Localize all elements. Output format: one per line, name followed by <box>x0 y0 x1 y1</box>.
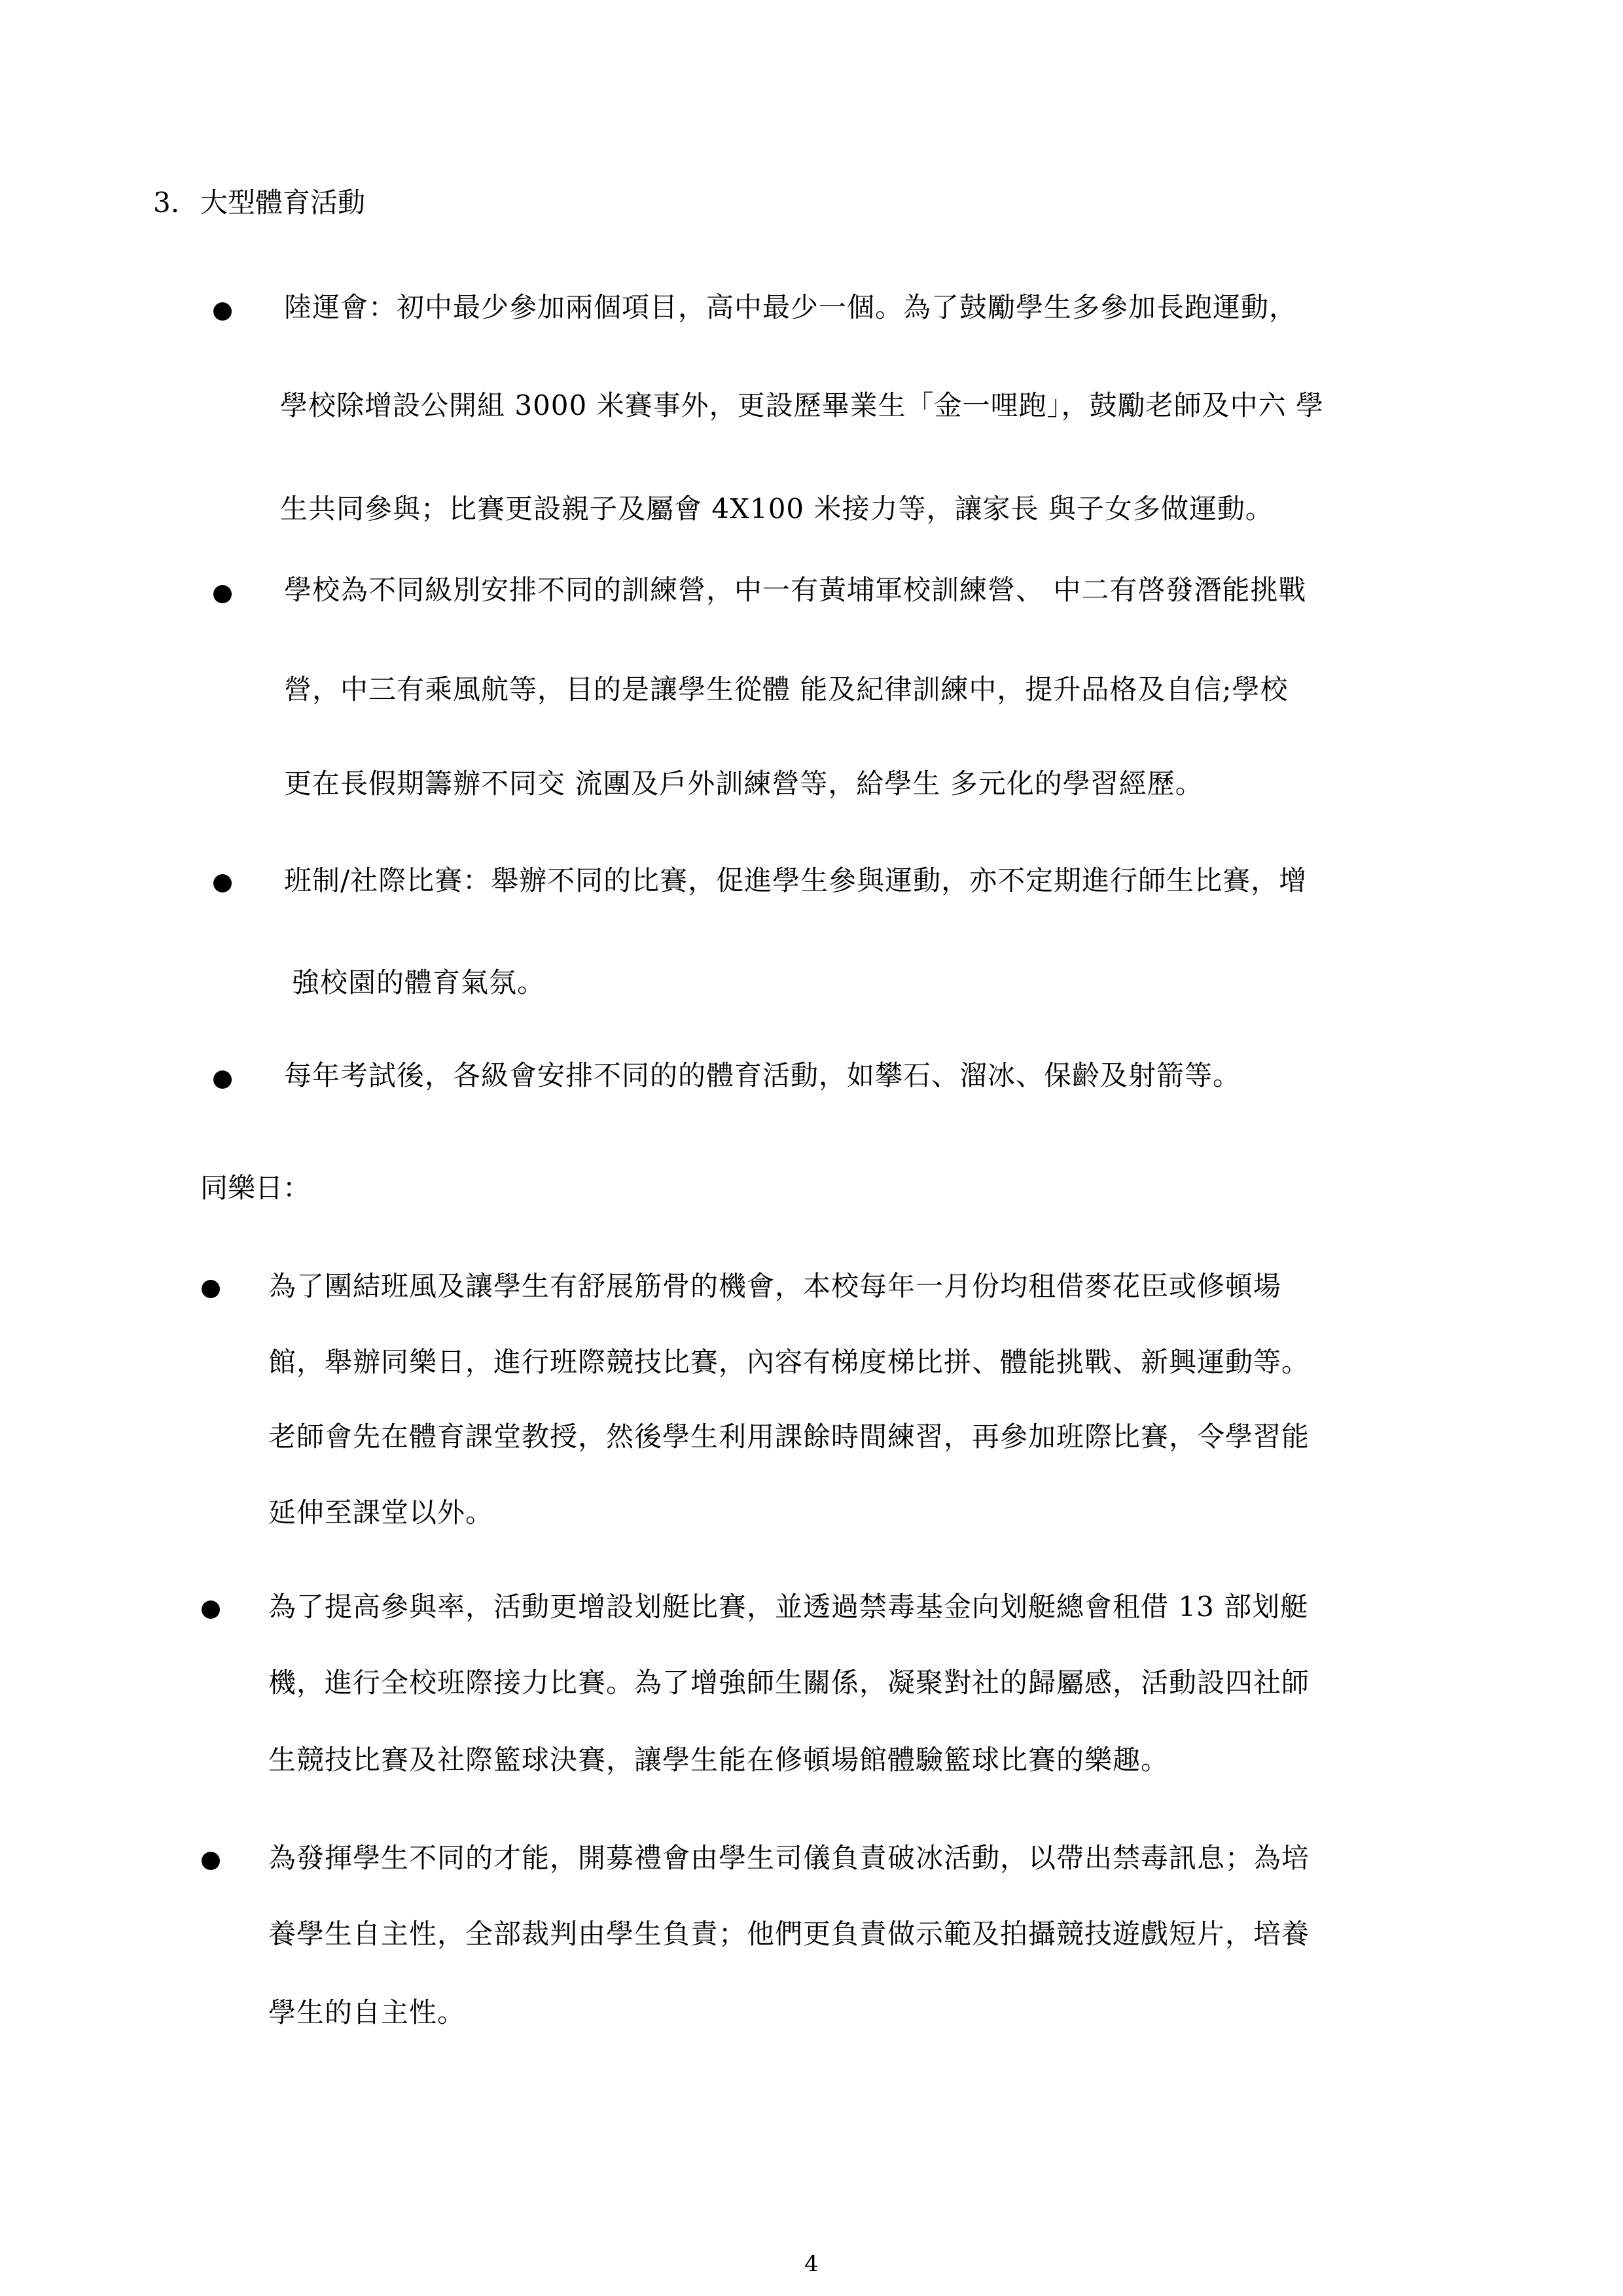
fun-day-heading: 同樂日： <box>200 1172 311 1204</box>
bullet-icon <box>213 302 232 321</box>
paragraph-line: 強校園的體育氣氛。 <box>292 966 546 998</box>
bullet-icon <box>202 1280 220 1298</box>
paragraph-line: 班制/社際比賽：舉辦不同的比賽，促進學生參與運動，亦不定期進行師生比賽，增 <box>284 864 1308 896</box>
paragraph-line: 生共同參與；比賽更設親子及屬會 4X100 米接力等，讓家長 與子女多做運動。 <box>280 493 1274 525</box>
paragraph-line: 營，中三有乘風航等，目的是讓學生從體 能及紀律訓練中，提升品格及自信;學校 <box>284 673 1289 705</box>
paragraph-line: 學校為不同級別安排不同的訓練營，中一有黃埔軍校訓練營、 中二有啓發潛能挑戰 <box>284 574 1307 606</box>
paragraph-line: 陸運會：初中最少參加兩個項目，高中最少一個。為了鼓勵學生多參加長跑運動， <box>284 291 1298 323</box>
paragraph-line: 養學生自主性，全部裁判由學生負責；他們更負責做示範及拍攝競技遊戲短片，培養 <box>268 1918 1310 1950</box>
page-number: 4 <box>804 2251 819 2277</box>
paragraph-line: 學生的自主性。 <box>268 1996 466 2028</box>
paragraph-line: 機，進行全校班際接力比賽。為了增強師生關係，凝聚對社的歸屬感，活動設四社師 <box>268 1667 1310 1699</box>
paragraph-line: 為了提高參與率，活動更增設划艇比賽，並透過禁毒基金向划艇總會租借 13 部划艇 <box>268 1591 1309 1623</box>
bullet-icon <box>213 874 232 892</box>
paragraph-line: 為了團結班風及讓學生有舒展筋骨的機會，本校每年一月份均租借麥花臣或修頓場 <box>268 1270 1282 1302</box>
bullet-icon <box>202 1600 220 1619</box>
section-number: 3. <box>153 186 180 219</box>
paragraph-line: 為發揮學生不同的才能，開募禮會由學生司儀負責破冰活動，以帶出禁毒訊息；為培 <box>268 1842 1310 1874</box>
paragraph-line: 更在長假期籌辦不同交 流團及戶外訓練營等，給學生 多元化的學習經歷。 <box>284 768 1204 800</box>
paragraph-line: 延伸至課堂以外。 <box>268 1496 494 1528</box>
bullet-icon <box>213 1070 232 1089</box>
paragraph-line: 生競技比賽及社際籃球決賽，讓學生能在修頓場館體驗籃球比賽的樂趣。 <box>268 1744 1169 1776</box>
section-title: 大型體育活動 <box>200 186 366 219</box>
paragraph-line: 老師會先在體育課堂教授，然後學生利用課餘時間練習，再參加班際比賽，令學習能 <box>268 1421 1310 1453</box>
section-heading <box>153 183 365 222</box>
bullet-icon <box>213 585 232 603</box>
bullet-icon <box>202 1852 220 1870</box>
paragraph-line: 每年考試後，各級會安排不同的的體育活動，如攀石、溜冰、保齡及射箭等。 <box>284 1059 1241 1091</box>
paragraph-line: 館，舉辦同樂日，進行班際競技比賽，內容有梯度梯比拼、體能挑戰、新興運動等。 <box>268 1346 1310 1378</box>
paragraph-line: 學校除增設公開組 3000 米賽事外，更設歷畢業生「金一哩跑」，鼓勵老師及中六 學 <box>280 389 1324 421</box>
